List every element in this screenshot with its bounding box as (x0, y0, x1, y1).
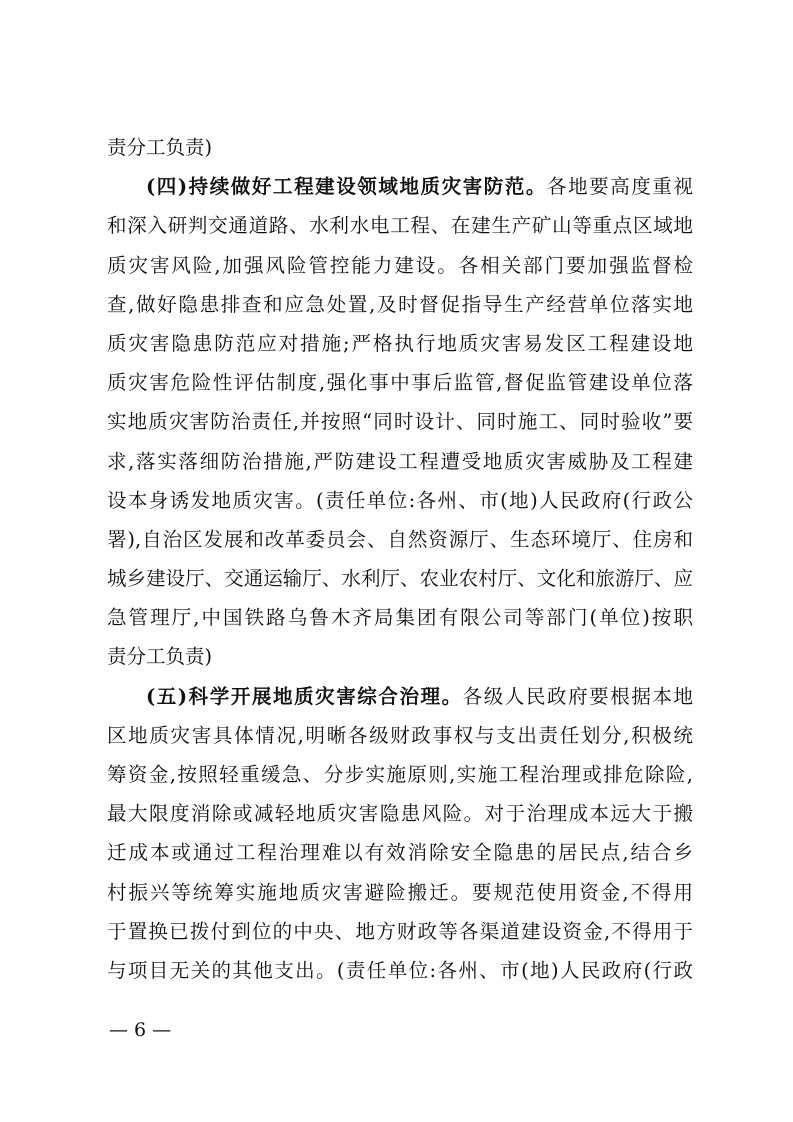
paragraph-5-line: 村振兴等统筹实施地质灾害避险搬迁。要规范使用资金,不得用 (107, 880, 693, 904)
section-heading-4: (四)持续做好工程建设领域地质灾害防范。 (146, 175, 548, 199)
paragraph-continuation-line: 责分工负责) (107, 136, 213, 159)
paragraph-4-line: 署),自治区发展和改革委员会、自然资源厅、生态环境厅、住房和 (107, 527, 693, 551)
document-body (107, 128, 693, 990)
paragraph-5-line: 筹资金,按照轻重缓急、分步实施原则,实施工程治理或排危除险, (107, 763, 693, 786)
paragraph-5-text: 各级人民政府要根据本地 (462, 684, 693, 708)
paragraph-4-line: 设本身诱发地质灾害。(责任单位:各州、市(地)人民政府(行政公 (107, 488, 693, 512)
section-heading-5: (五)科学开展地质灾害综合治理。 (146, 684, 463, 708)
paragraph-5-line: 于置换已拨付到位的中央、地方财政等各渠道建设资金,不得用于 (107, 919, 693, 943)
paragraph-4-line: 求,落实落细防治措施,严防建设工程遭受地质灾害威胁及工程建 (107, 449, 693, 473)
paragraph-4-line: 实地质灾害防治责任,并按照“同时设计、同时施工、同时验收”要 (107, 410, 693, 434)
paragraph-4-line: 急管理厅,中国铁路乌鲁木齐局集团有限公司等部门(单位)按职 (107, 606, 693, 630)
page-number: — 6 — (109, 1019, 172, 1041)
paragraph-4-line: 查,做好隐患排查和应急处置,及时督促指导生产经营单位落实地 (107, 292, 693, 316)
paragraph-5-line: 与项目无关的其他支出。(责任单位:各州、市(地)人民政府(行政 (107, 958, 693, 982)
paragraph-4-first-line (107, 167, 693, 206)
paragraph-4-line: 责分工负责) (107, 645, 213, 669)
paragraph-4-line: 城乡建设厅、交通运输厅、水利厅、农业农村厅、文化和旅游厅、应 (107, 567, 693, 591)
paragraph-5-line: 最大限度消除或减轻地质灾害隐患风险。对于治理成本远大于搬 (107, 802, 693, 826)
paragraph-4-text: 各地要高度重视 (547, 175, 693, 199)
paragraph-5-line: 区地质灾害具体情况,明晰各级财政事权与支出责任划分,积极统 (107, 723, 693, 747)
paragraph-5-first-line (107, 677, 693, 716)
paragraph-5-line: 迁成本或通过工程治理难以有效消除安全隐患的居民点,结合乡 (107, 841, 693, 865)
paragraph-4-line: 质灾害隐患防范应对措施;严格执行地质灾害易发区工程建设地 (107, 331, 693, 355)
paragraph-4-line: 和深入研判交通道路、水利水电工程、在建生产矿山等重点区域地 (107, 214, 693, 238)
paragraph-4-line: 质灾害风险,加强风险管控能力建设。各相关部门要加强监督检 (107, 253, 693, 277)
paragraph-4-line: 质灾害危险性评估制度,强化事中事后监管,督促监管建设单位落 (107, 371, 693, 395)
